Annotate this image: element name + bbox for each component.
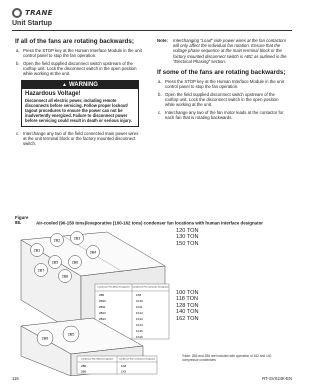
warning-banner-label: WARNING: [68, 81, 98, 88]
fan-label: 2B5: [67, 332, 75, 337]
table-cell: 2B12: [99, 311, 106, 315]
table-cell: 1K15: [136, 329, 143, 333]
warning-body: Disconnect all electric power, including remote disconnects before servicing. Follow proper lockout/ tagout procedures to ensure the power can not be inadvertently energized. Failure to disconnect power before servicing could result in death or serious injury.: [25, 97, 132, 123]
fan-label: 2B7: [37, 268, 45, 273]
fan-label: 2B3: [73, 236, 81, 241]
note-text: Interchanging “Load” side power wires at the fan contactors will only affect the individual fan rotation. Ensure that the voltage phase sequence at the main terminal block or the factory mounted disconnect switch is ABC as outlined in the “Electrical Phasing” section.: [173, 38, 287, 64]
table-cell: 2B13: [99, 317, 106, 321]
table-cell: 2B5: [81, 369, 87, 374]
left-column: [15, 38, 142, 149]
fan-layout-svg-bottom: [15, 316, 175, 376]
table-cell: 2B6: [81, 364, 87, 368]
step-a: [157, 79, 287, 89]
figure-diagram-bottom: [15, 316, 175, 381]
step-text: Press the STOP key at the Human Interface Module in the unit control panel to stop the fan operation.: [23, 48, 142, 59]
tonnage-label: 118 TON: [176, 296, 199, 303]
step-letter: b.: [158, 91, 162, 97]
table-cell: 1K10: [136, 299, 143, 303]
table-cell: 1K5: [121, 369, 127, 374]
document-id: RT-SVX24K-EN: [262, 376, 292, 381]
tonnage-label: 128 TON: [176, 302, 199, 309]
note: [157, 38, 287, 64]
warning-triangle-icon: ▲: [62, 81, 67, 88]
step-c: [157, 110, 287, 120]
table-cell: 2B6: [99, 293, 105, 297]
figure-label: Figure 88.: [15, 215, 29, 226]
table-head: Condenser Fan Contactor Designator: [118, 358, 156, 361]
step-letter: b.: [16, 60, 20, 66]
note-label: Note:: [157, 38, 168, 43]
heading-some-fans-backwards: If some of the fans are rotating backwards;: [157, 69, 286, 77]
fan-label: 2B6: [41, 336, 49, 341]
tonnage-list-top: [176, 228, 199, 247]
brand-name: TRANE: [25, 9, 53, 17]
trane-logo-icon: [12, 8, 22, 18]
step-text: Open the field supplied disconnect switch upstream of the rooftop unit. Lock the disconnect switch in the open position while working at the unit.: [165, 91, 279, 108]
tonnage-label: 120 TON: [176, 228, 199, 234]
tonnage-label: 150 TON: [176, 240, 199, 247]
table-head: Condenser Fan Motor Designator: [97, 286, 130, 289]
tonnage-label: 130 TON: [176, 234, 199, 241]
table-cell: 1K12: [136, 311, 143, 315]
step-text: Interchange any two of the field connected main power wires at the unit terminal block or the factory mounted disconnect switch.: [23, 130, 139, 146]
step-text: Open the field supplied disconnect switch upstream of the rooftop unit. Lock the disconnect switch in the open position while working at the unit.: [23, 60, 137, 77]
figure-footnote: *Note: 2B5 and 2B6 are included with operation of 162 and 140 compressor condensers: [182, 354, 272, 362]
table-cell: 1K11: [136, 305, 143, 309]
right-column: [157, 38, 287, 123]
table-cell: 1K8: [136, 293, 142, 297]
step-b: [157, 92, 287, 108]
table-cell: 1K14: [136, 323, 143, 327]
warning-banner: [22, 81, 138, 89]
header-rule: [12, 30, 292, 31]
page-number: 116: [12, 376, 19, 381]
page-footer: [12, 376, 292, 384]
table-cell: 1K8: [121, 364, 127, 368]
table-cell: 1K16: [136, 335, 143, 339]
fan-label: 2B5: [51, 260, 59, 265]
fan-label: 2B1: [33, 248, 41, 253]
step-c: [15, 131, 142, 147]
table-head: Condenser Fan Motor Designator: [80, 358, 114, 361]
trane-logo: [12, 8, 53, 18]
tonnage-list-bottom: [176, 290, 199, 322]
step-a: [15, 48, 142, 58]
warning-box: [21, 80, 139, 127]
step-b: [15, 61, 142, 77]
figure-caption-text: Air-cooled (90-150 tons)/evaporative (100-162 tons) condenser fan locations with human interface designator: [36, 220, 263, 226]
fan-label: 2B8: [61, 274, 69, 279]
fan-label: 2B4: [89, 250, 97, 255]
tonnage-label: 162 TON: [176, 315, 199, 322]
table-cell: 1K13: [136, 317, 143, 321]
tonnage-label: 140 TON: [176, 309, 199, 316]
table-head: Condenser Fan Contactor Designator: [132, 286, 169, 289]
table-cell: 2B10: [99, 299, 106, 303]
section-title: Unit Startup: [12, 20, 53, 27]
step-letter: a.: [158, 79, 162, 85]
step-letter: c.: [158, 110, 162, 116]
figure-caption: [15, 215, 285, 226]
heading-all-fans-backwards: If all of the fans are rotating backwards;: [15, 38, 134, 45]
fan-label: 2B6: [71, 260, 79, 265]
warning-title: Hazardous Voltage!: [25, 90, 81, 97]
tonnage-label: 100 TON: [176, 290, 199, 296]
fan-label: 2B2: [53, 238, 61, 243]
step-text: Press the STOP key at the Human Interface Module in the unit control panel to stop the fan operation.: [165, 79, 284, 90]
table-cell: 2B11: [99, 305, 106, 309]
step-text: Interchange any two of the fan motor leads at the contactor for each fan that is rotating backwards.: [165, 110, 284, 121]
step-letter: c.: [16, 130, 20, 136]
step-letter: a.: [16, 48, 20, 53]
page-header: [12, 8, 292, 30]
